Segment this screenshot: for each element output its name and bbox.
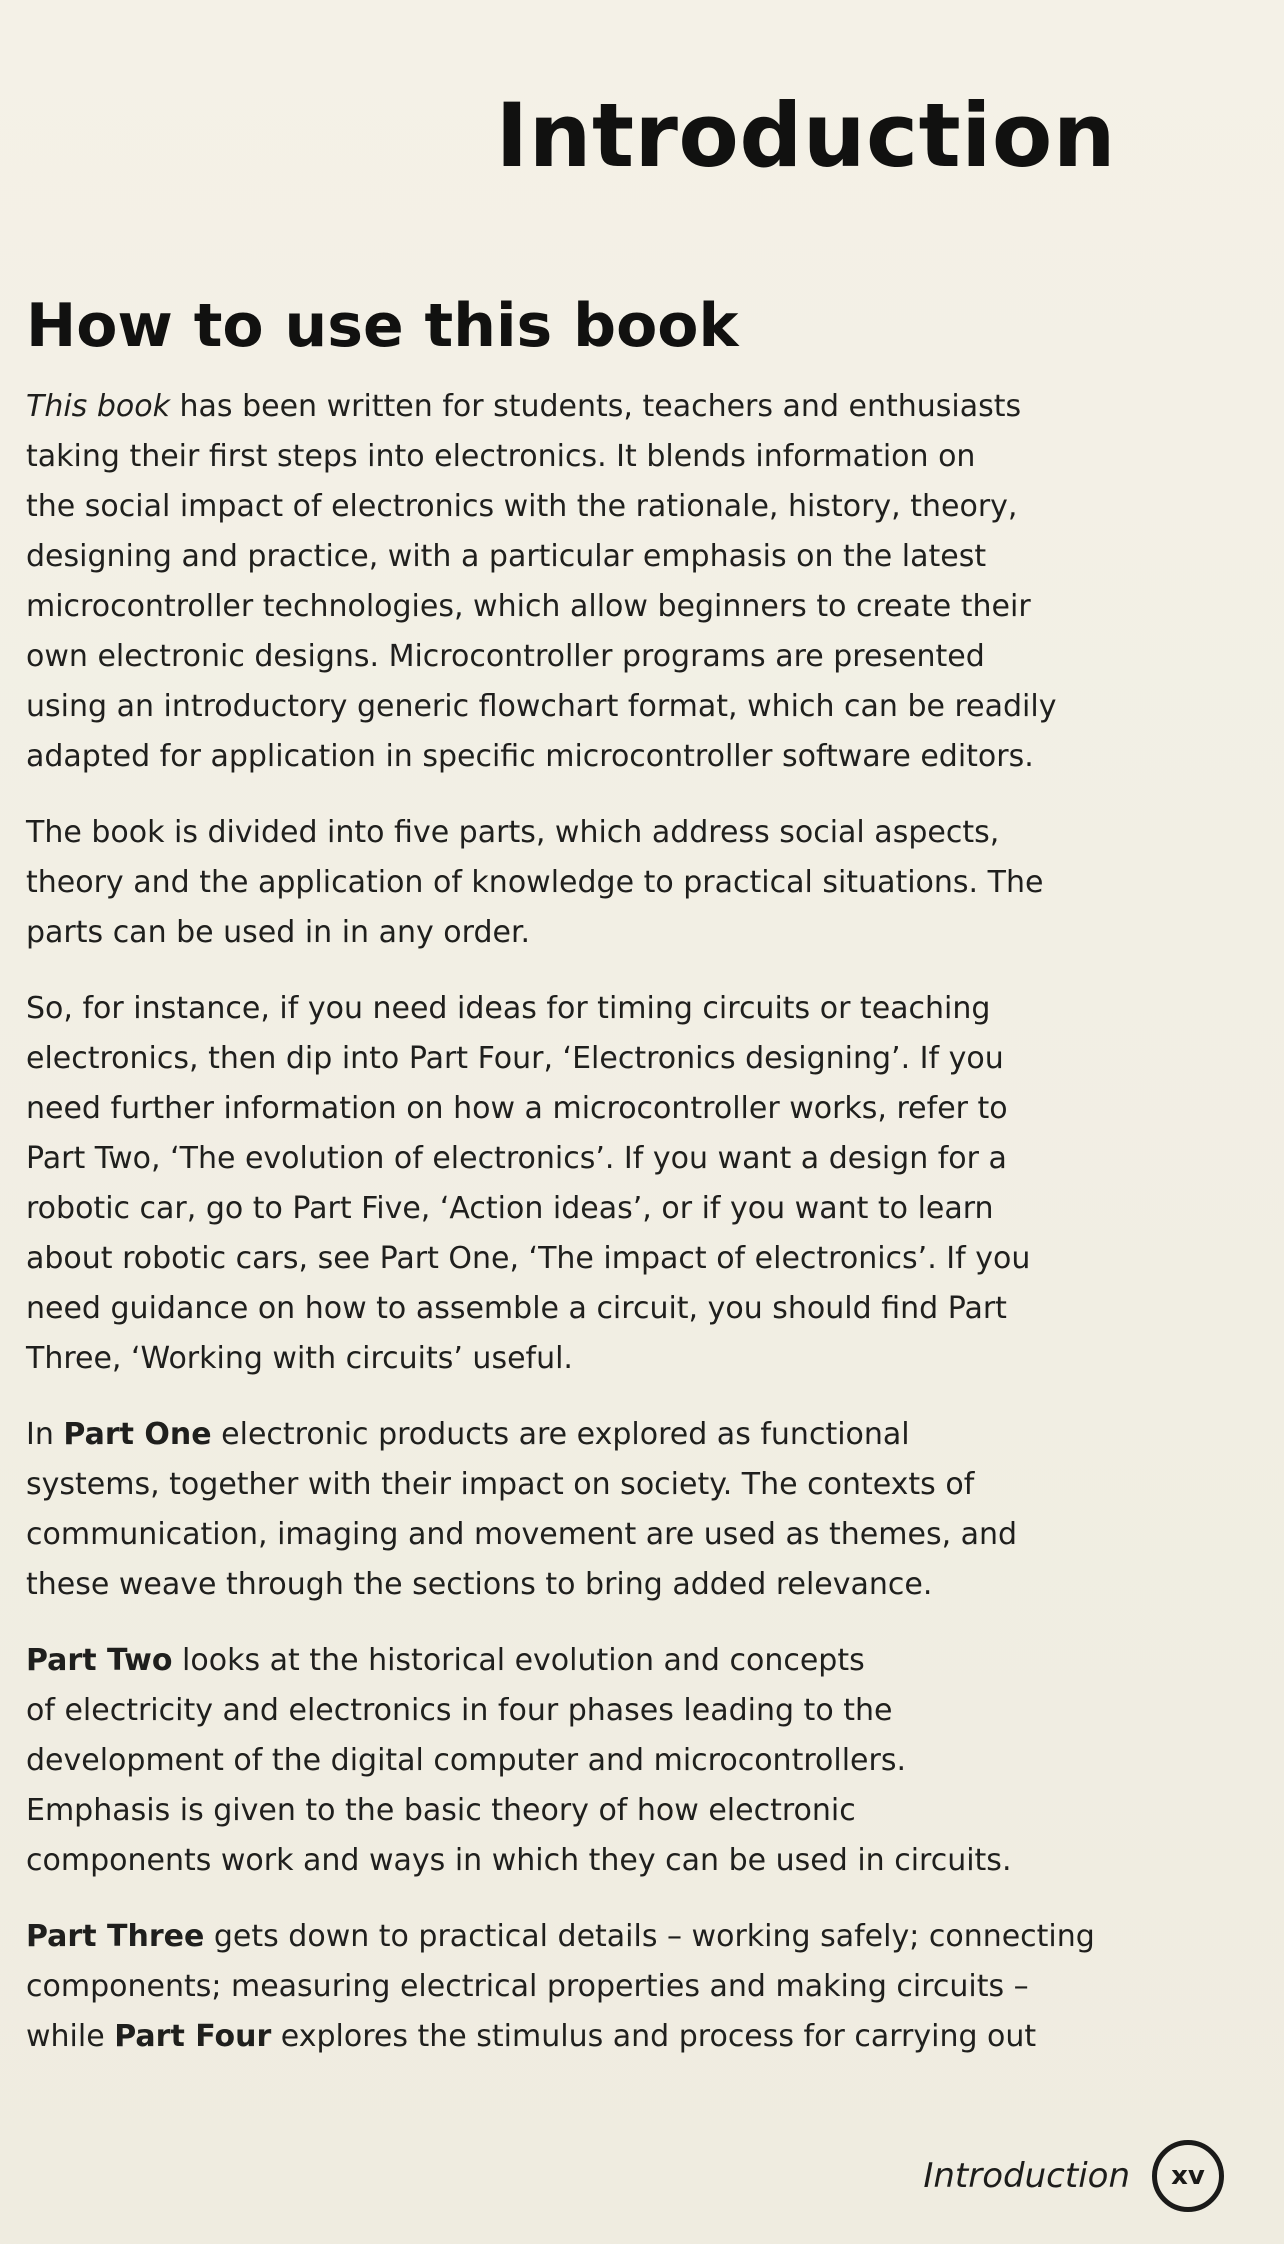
paragraph-structure [26, 808, 1176, 958]
text-line: these weave through the sections to bring added relevance. [26, 1567, 933, 1602]
page-footer [923, 2140, 1224, 2212]
text-line: adapted for application in specific microcontroller software editors. [26, 739, 1034, 774]
part-two-label: Part Two [26, 1643, 173, 1678]
book-reference: This book [26, 389, 170, 424]
text-line: need further information on how a microcontroller works, refer to [26, 1091, 1008, 1126]
page-number: xv [1171, 2161, 1205, 2191]
text-line: In Part One electronic products are explored as functional [26, 1417, 910, 1452]
paragraph-part-two [26, 1636, 1176, 1886]
text-line: parts can be used in in any order. [26, 915, 531, 950]
text-line: using an introductory generic flowchart format, which can be readily [26, 689, 1057, 724]
text-line: components; measuring electrical properties and making circuits – [26, 1969, 1029, 2004]
text-line: systems, together with their impact on society. The contexts of [26, 1467, 975, 1502]
text-line: Three, ‘Working with circuits’ useful. [26, 1341, 573, 1376]
text-line: the social impact of electronics with the rationale, history, theory, [26, 489, 1018, 524]
text-line: of electricity and electronics in four phases leading to the [26, 1693, 893, 1728]
paragraph-intro [26, 382, 1176, 782]
running-head: Introduction [923, 2156, 1130, 2196]
text-line: own electronic designs. Microcontroller programs are presented [26, 639, 985, 674]
part-three-label: Part Three [26, 1919, 205, 1954]
text-line: components work and ways in which they can be used in circuits. [26, 1843, 1012, 1878]
text-line: development of the digital computer and microcontrollers. [26, 1743, 906, 1778]
paragraph-part-one [26, 1410, 1176, 1610]
section-heading: How to use this book [26, 291, 739, 361]
text-line: need guidance on how to assemble a circuit, you should find Part [26, 1291, 1007, 1326]
text-line: Emphasis is given to the basic theory of how electronic [26, 1793, 856, 1828]
part-one-label: Part One [63, 1417, 212, 1452]
paragraph-part-three [26, 1912, 1176, 2062]
text-line: about robotic cars, see Part One, ‘The impact of electronics’. If you [26, 1241, 1031, 1276]
paragraph-examples [26, 984, 1176, 1384]
text-line: The book is divided into five parts, which address social aspects, [26, 815, 1000, 850]
text-line: Part Three gets down to practical details – working safely; connecting [26, 1919, 1095, 1954]
text-line: This book has been written for students, teachers and enthusiasts [26, 389, 1022, 424]
text-line: communication, imaging and movement are used as themes, and [26, 1517, 1018, 1552]
text-line: electronics, then dip into Part Four, ‘Electronics designing’. If you [26, 1041, 1004, 1076]
text-line: while Part Four explores the stimulus and process for carrying out [26, 2019, 1037, 2054]
body-text [26, 382, 1176, 2088]
part-four-label: Part Four [114, 2019, 272, 2054]
text-line: microcontroller technologies, which allow beginners to create their [26, 589, 1031, 624]
text-line: Part Two looks at the historical evolution and concepts [26, 1643, 865, 1678]
text-line: robotic car, go to Part Five, ‘Action ideas’, or if you want to learn [26, 1191, 994, 1226]
text-line: So, for instance, if you need ideas for timing circuits or teaching [26, 991, 991, 1026]
text-line: theory and the application of knowledge to practical situations. The [26, 865, 1044, 900]
page-number-badge [1152, 2140, 1224, 2212]
chapter-title: Introduction [495, 84, 1116, 187]
text-line: Part Two, ‘The evolution of electronics’. If you want a design for a [26, 1141, 1007, 1176]
text-line: taking their first steps into electronics. It blends information on [26, 439, 976, 474]
text-line: designing and practice, with a particular emphasis on the latest [26, 539, 987, 574]
